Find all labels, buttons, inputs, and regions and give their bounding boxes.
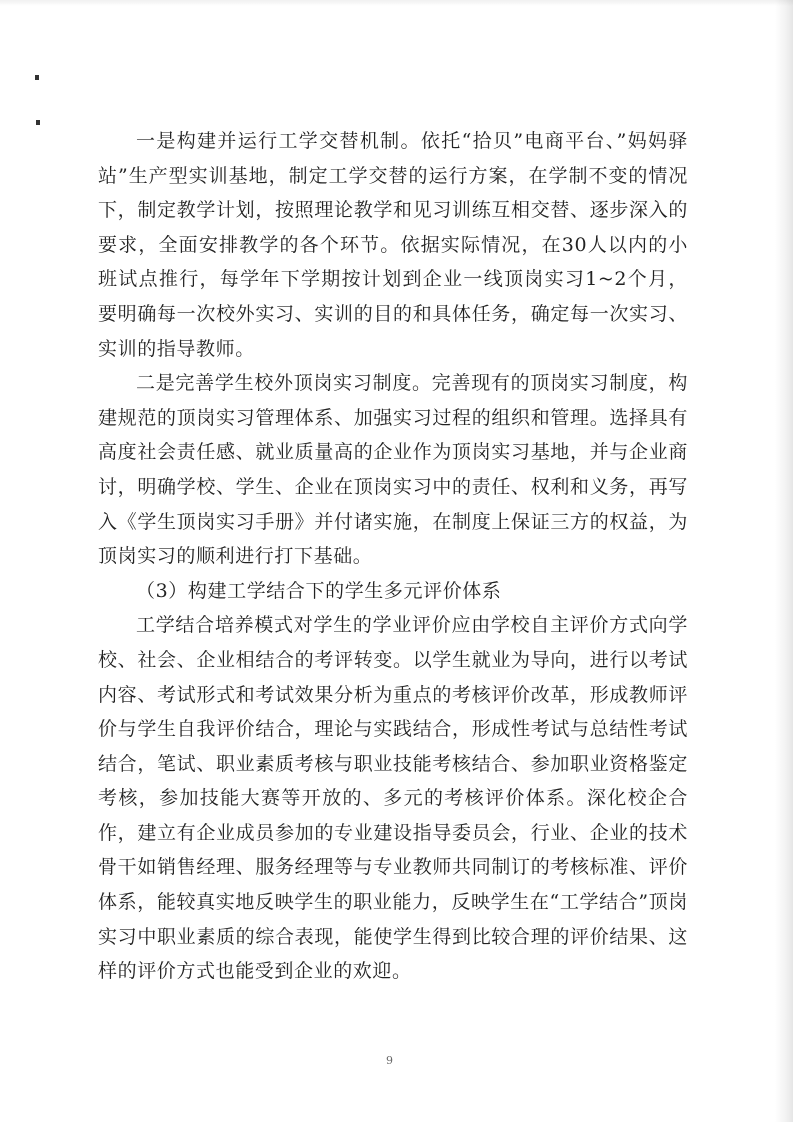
page-number: 9 bbox=[386, 1054, 393, 1067]
paragraph-internship-system: 二是完善学生校外顶岗实习制度。完善现有的顶岗实习制度，构建规范的顶岗实习管理体系、加强实习过程的组织和管理。选择具有高度社会责任感、就业质量高的企业作为顶岗实习基地，并与企业商讨，明确学校、学生、企业在顶岗实习中的责任、权利和义务，再写入《学生顶岗实习手册》并付诸实施，在制度上保证三方的权益，为顶岗实习的顺利进行打下基础。 bbox=[98, 372, 688, 568]
section-heading: （3）构建工学结合下的学生多元评价体系 bbox=[136, 579, 502, 602]
paragraph-work-study-mechanism: 一是构建并运行工学交替机制。依托“拾贝”电商平台、”妈妈驿站”生产型实训基地，制定工学交替的运行方案，在学制不变的情况下，制定教学计划，按照理论教学和见习训练互相交替、逐步深入的要求，全面安排教学的各个环节。依据实际情况，在30人以内的小班试点推行，每学年下学期按计划到企业一线顶岗实习1~2个月，要明确每一次校外实习、实训的目的和具体任务，确定每一次实习、实训的指导教师。 bbox=[98, 130, 688, 360]
scan-top-shadow bbox=[0, 0, 793, 6]
binding-mark bbox=[35, 75, 39, 80]
document-body bbox=[98, 124, 688, 989]
binding-mark bbox=[36, 120, 40, 125]
scan-right-shadow bbox=[775, 0, 793, 1122]
paragraph-evaluation-system: 工学结合培养模式对学生的学业评价应由学校自主评价方式向学校、社会、企业相结合的考评转变。以学生就业为导向，进行以考试内容、考试形式和考试效果分析为重点的考核评价改革，形成教师评价与学生自我评价结合，理论与实践结合，形成性考试与总结性考试结合，笔试、职业素质考核与职业技能考核结合、参加职业资格鉴定考核，参加技能大赛等开放的、多元的考核评价体系。深化校企合作，建立有企业成员参加的专业建设指导委员会，行业、企业的技术骨干如销售经理、服务经理等与专业教师共同制订的考核标准、评价体系，能较真实地反映学生的职业能力，反映学生在“工学结合”顶岗实习中职业素质的综合表现，能使学生得到比较合理的评价结果、这样的评价方式也能受到企业的欢迎。 bbox=[98, 614, 688, 983]
